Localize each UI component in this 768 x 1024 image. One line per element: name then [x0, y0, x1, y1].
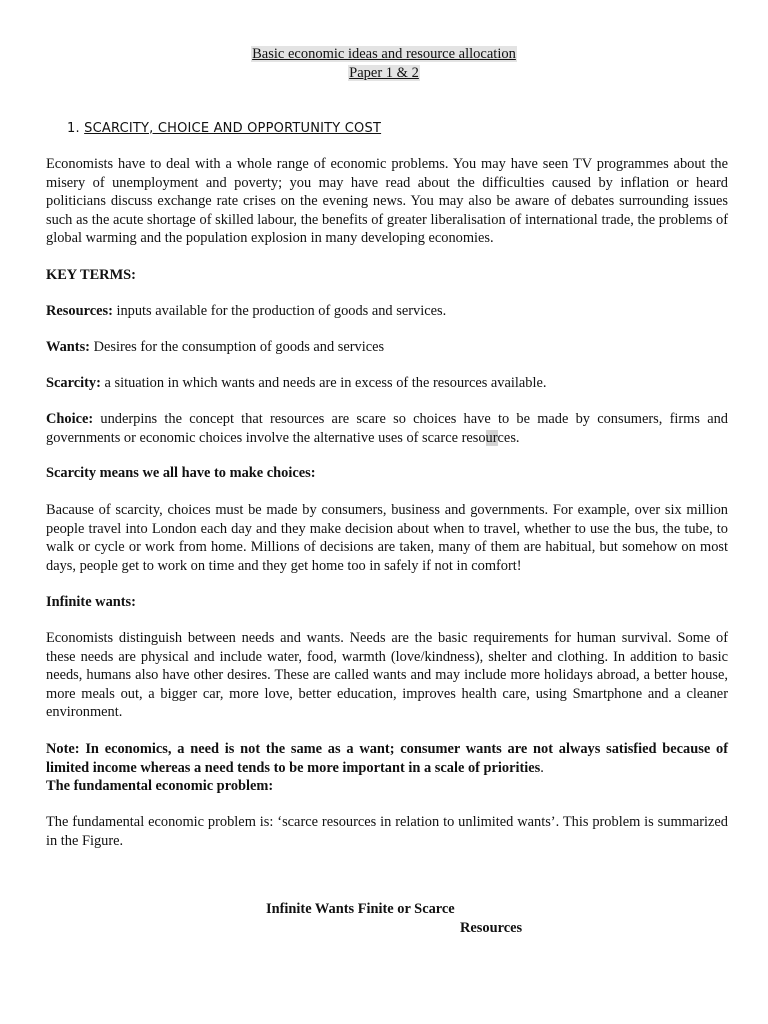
problem-heading: The fundamental economic problem:: [46, 778, 274, 794]
choices-heading: Scarcity means we all have to make choices:: [46, 465, 316, 481]
note-paragraph: Note: In economics, a need is not the same as a want; consumer wants are not always satisfied because of limited income whereas a need tends to be more important in a scale of priorities.: [46, 741, 728, 776]
document-title: Basic economic ideas and resource allocation: [252, 46, 516, 62]
term-choice: Choice: underpins the concept that resources are scare so choices have to be made by consumers, firms and governments or economic choices involve the alternative uses of scarce resources.: [46, 411, 728, 446]
choices-paragraph: Bacause of scarcity, choices must be made by consumers, business and governments. For example, over six million people travel into London each day and they make decision about when to travel, whether to use the bus, the tube, to walk or cycle or work from home. Millions of decisions are taken, many of them are habitual, but somehow on most days, people get to work on time and they get home too in safely if not in comfort!: [46, 502, 728, 574]
figure-label-line-1: Infinite Wants Finite or Scarce: [266, 901, 455, 917]
section-title: SCARCITY, CHOICE AND OPPORTUNITY COST: [84, 121, 382, 136]
figure-label-line-2: Resources: [460, 920, 523, 936]
intro-paragraph: Economists have to deal with a whole range of economic problems. You may have seen TV programmes about the misery of unemployment and poverty; you may have read about the difficulties caused by inflation or heard politicians discuss exchange rate crises on the evening news. You may also be aware of debates surrounding issues such as the acute shortage of skilled labour, the benefits of greater liberalisation of international trade, the problems of global warming and the population explosion in many developing economies.: [46, 156, 728, 246]
text-selection-highlight: ur: [485, 429, 498, 446]
section-heading: [67, 121, 381, 136]
term-wants: Wants: Desires for the consumption of goods and services: [46, 339, 385, 355]
term-resources: Resources: inputs available for the production of goods and services.: [46, 303, 447, 319]
document-subtitle: Paper 1 & 2: [349, 65, 419, 81]
infinite-wants-paragraph: Economists distinguish between needs and wants. Needs are the basic requirements for human survival. Some of these needs are physical and include water, food, warmth (love/kindness), shelter and clothing. In addition to basic needs, humans also have other desires. These are called wants and may include more holidays abroad, a better house, more meals out, a bigger car, more love, better education, improves health care, using Smartphone and a cleaner environment.: [46, 630, 728, 720]
term-scarcity: Scarcity: a situation in which wants and needs are in excess of the resources available.: [46, 375, 547, 391]
problem-paragraph: The fundamental economic problem is: ‘scarce resources in relation to unlimited wants’. This problem is summarized in the Figure.: [46, 814, 728, 849]
key-terms-heading: KEY TERMS:: [46, 267, 136, 283]
section-number: 1.: [67, 121, 80, 136]
infinite-wants-heading: Infinite wants:: [46, 594, 136, 610]
